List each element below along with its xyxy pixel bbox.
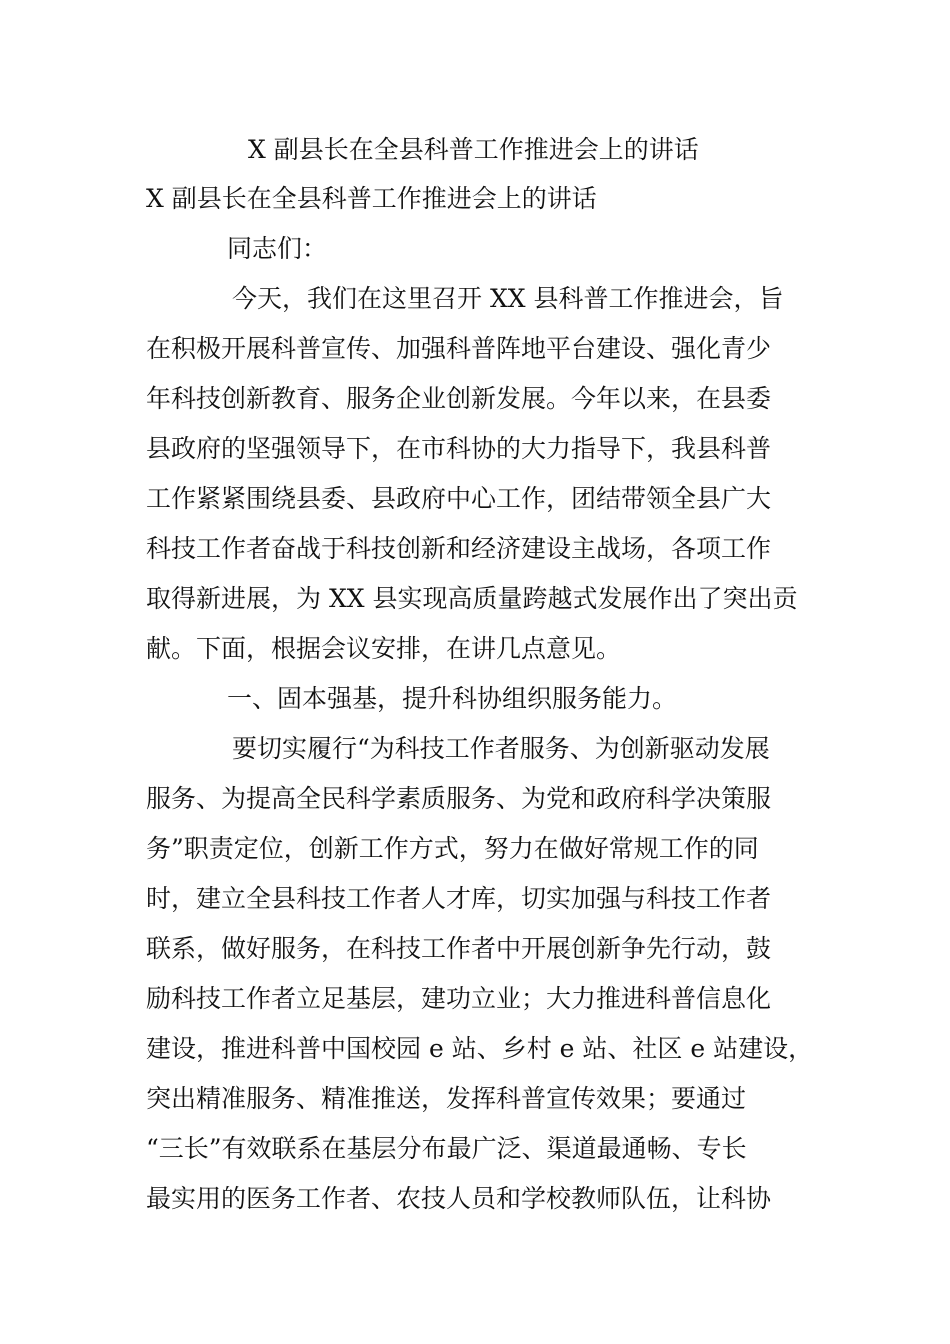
section-heading: 一、固本强基，提升科协组织服务能力。 [227,684,678,713]
body-line: 励科技工作者立足基层，建功立业；大力推进科普信息化 [146,984,772,1013]
body-line: 服务、为提高全民科学素质服务、为党和政府科学决策服 [146,784,772,813]
body-line: 时，建立全县科技工作者人才库，切实加强与科技工作者 [146,884,772,913]
body-line: 突出精准服务、精准推送，发挥科普宣传效果；要通过 [146,1084,747,1113]
body-line: 在积极开展科普宣传、加强科普阵地平台建设、强化青少 [146,334,772,363]
salutation: 同志们： [227,234,328,263]
body-line: 科技工作者奋战于科技创新和经济建设主战场，各项工作 [146,534,772,563]
body-line: 联系，做好服务，在科技工作者中开展创新争先行动，鼓 [146,934,772,963]
body-line: “三长”有效联系在基层分布最广泛、渠道最通畅、专长 [146,1134,747,1163]
body-line: 工作紧紧围绕县委、县政府中心工作，团结带领全县广大 [146,484,772,513]
body-line: 今天，我们在这里召开 XX 县科普工作推进会，旨 [232,284,784,313]
body-line: 年科技创新教育、服务企业创新发展。今年以来，在县委 [146,384,772,413]
document-subtitle: X 副县长在全县科普工作推进会上的讲话 [146,184,597,213]
body-line: 献。下面，根据会议安排，在讲几点意见。 [146,634,622,663]
body-line: 最实用的医务工作者、农技人员和学校教师队伍，让科协 [146,1184,772,1213]
body-line: 取得新进展，为 XX 县实现高质量跨越式发展作出了突出贡 [146,584,798,613]
body-line: 建设，推进科普中国校园 e 站、乡村 e 站、社区 e 站建设， [146,1034,814,1063]
body-line: 务”职责定位，创新工作方式，努力在做好常规工作的同 [146,834,759,863]
document-title: X 副县长在全县科普工作推进会上的讲话 [248,135,699,164]
body-line: 县政府的坚强领导下，在市科协的大力指导下，我县科普 [146,434,772,463]
body-line: 要切实履行“为科技工作者服务、为创新驱动发展 [232,734,770,763]
